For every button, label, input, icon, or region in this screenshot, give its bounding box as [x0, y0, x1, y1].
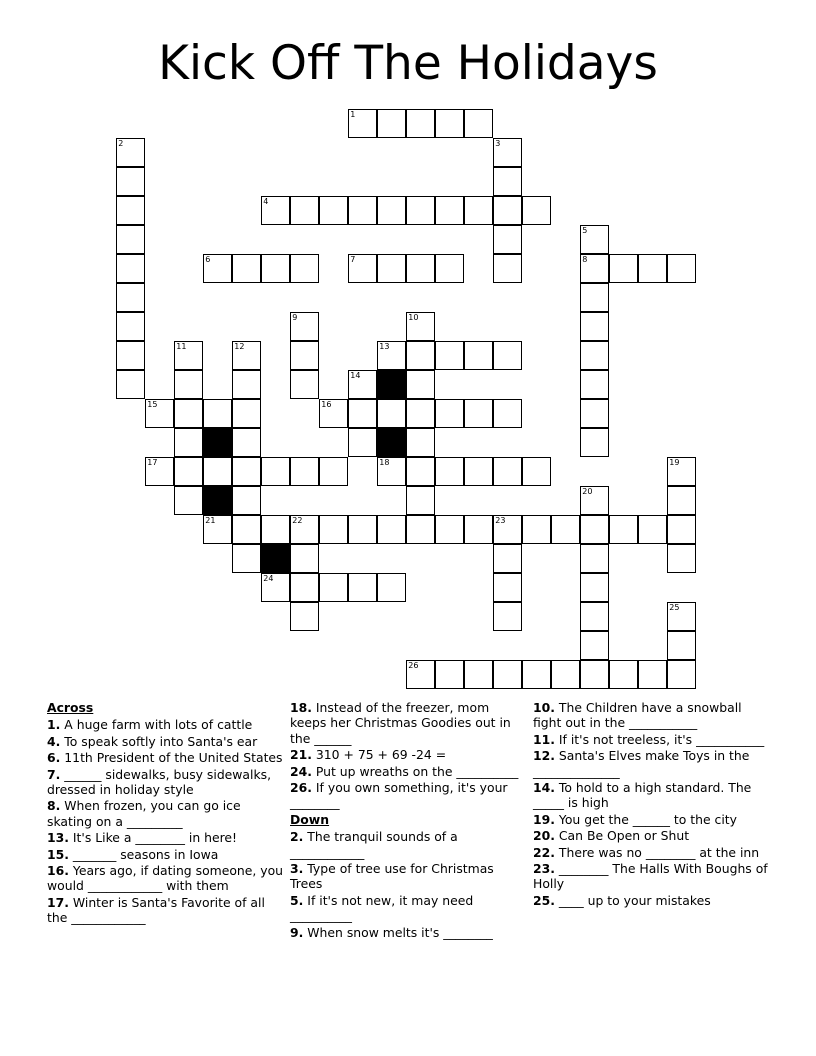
clue-number: 22	[292, 516, 303, 526]
grid-cell[interactable]	[580, 399, 609, 428]
grid-cell[interactable]	[406, 312, 435, 341]
grid-cell[interactable]	[174, 370, 203, 399]
clue-num: 24.	[290, 763, 312, 779]
grid-cell[interactable]	[116, 138, 145, 167]
grid-cell[interactable]	[493, 544, 522, 573]
grid-cell[interactable]	[261, 457, 290, 486]
down-heading: Down	[290, 811, 330, 827]
clue-text: Santa's Elves make Toys in the ______________	[533, 748, 750, 779]
grid-cell[interactable]	[435, 515, 464, 544]
down-clue	[290, 925, 528, 940]
clue-number: 24	[263, 574, 274, 584]
clue-num: 6.	[47, 750, 61, 766]
grid-cell[interactable]	[377, 196, 406, 225]
grid-cell[interactable]	[580, 312, 609, 341]
across-clue	[47, 717, 285, 732]
grid-cell[interactable]	[174, 428, 203, 457]
down-clue	[533, 700, 771, 731]
clue-number: 5	[582, 226, 588, 236]
grid-cell[interactable]	[232, 515, 261, 544]
grid-cell[interactable]	[580, 370, 609, 399]
down-clue	[533, 748, 771, 779]
across-heading: Across	[47, 700, 94, 715]
down-clue	[290, 829, 528, 860]
clue-num: 13.	[47, 830, 69, 846]
grid-cell[interactable]	[435, 457, 464, 486]
grid-cell[interactable]	[464, 196, 493, 225]
clue-num: 17.	[47, 894, 69, 910]
clue-text: Instead of the freezer, mom keeps her Christmas Goodies out in the ______	[290, 700, 511, 746]
across-clue	[290, 764, 528, 779]
black-square	[203, 428, 232, 457]
black-square	[377, 370, 406, 399]
grid-cell[interactable]	[406, 457, 435, 486]
clue-number: 16	[321, 400, 332, 410]
down-clue	[533, 828, 771, 843]
grid-cell[interactable]	[290, 370, 319, 399]
down-clue	[533, 732, 771, 747]
grid-cell[interactable]	[116, 341, 145, 370]
clue-text: The Children have a snowball fight out in the ___________	[533, 700, 742, 731]
grid-cell[interactable]	[116, 167, 145, 196]
grid-cell[interactable]	[203, 457, 232, 486]
grid-cell[interactable]	[406, 341, 435, 370]
clue-number: 6	[205, 255, 211, 265]
grid-cell[interactable]	[493, 341, 522, 370]
across-clue	[47, 863, 285, 894]
grid-cell[interactable]	[667, 544, 696, 573]
clue-number: 11	[176, 342, 187, 352]
grid-cell[interactable]	[406, 515, 435, 544]
clue-num: 3.	[290, 861, 304, 877]
grid-cell[interactable]	[580, 544, 609, 573]
clue-number: 8	[582, 255, 588, 265]
clue-num: 21.	[290, 747, 312, 763]
clue-num: 16.	[47, 863, 69, 879]
clue-number: 2	[118, 139, 124, 149]
down-clue	[533, 812, 771, 827]
grid-cell[interactable]	[667, 486, 696, 515]
grid-cell[interactable]	[377, 515, 406, 544]
grid-cell[interactable]	[232, 399, 261, 428]
grid-cell[interactable]	[319, 196, 348, 225]
grid-cell[interactable]	[261, 515, 290, 544]
clue-text: If it's not treeless, it's ___________	[558, 731, 765, 747]
clue-num: 26.	[290, 780, 312, 796]
grid-cell[interactable]	[551, 515, 580, 544]
grid-cell[interactable]	[493, 660, 522, 689]
across-clue	[290, 700, 528, 746]
grid-cell[interactable]	[522, 196, 551, 225]
grid-cell[interactable]	[667, 631, 696, 660]
clue-text: You get the ______ to the city	[558, 811, 737, 827]
grid-cell[interactable]	[348, 196, 377, 225]
grid-cell[interactable]	[232, 254, 261, 283]
grid-cell[interactable]	[406, 370, 435, 399]
grid-cell[interactable]	[464, 109, 493, 138]
grid-cell[interactable]	[348, 399, 377, 428]
grid-cell[interactable]	[580, 428, 609, 457]
grid-cell[interactable]	[348, 515, 377, 544]
clue-number: 9	[292, 313, 298, 323]
clue-text: 310 + 75 + 69 -24 =	[315, 747, 447, 763]
clue-text: It's Like a ________ in here!	[72, 830, 238, 846]
clue-text: To speak softly into Santa's ear	[64, 733, 258, 749]
grid-cell[interactable]	[145, 457, 174, 486]
black-square	[261, 544, 290, 573]
grid-cell[interactable]	[551, 660, 580, 689]
clue-number: 13	[379, 342, 390, 352]
grid-cell[interactable]	[464, 399, 493, 428]
grid-cell[interactable]	[116, 370, 145, 399]
clue-num: 9.	[290, 924, 304, 940]
clue-num: 20.	[533, 828, 555, 844]
grid-cell[interactable]	[580, 254, 609, 283]
grid-cell[interactable]	[435, 660, 464, 689]
grid-cell[interactable]	[348, 254, 377, 283]
grid-cell[interactable]	[232, 341, 261, 370]
clue-num: 25.	[533, 892, 555, 908]
grid-cell[interactable]	[203, 254, 232, 283]
clue-num: 12.	[533, 748, 555, 764]
grid-cell[interactable]	[493, 254, 522, 283]
grid-cell[interactable]	[580, 573, 609, 602]
grid-cell[interactable]	[580, 515, 609, 544]
clue-number: 14	[350, 371, 361, 381]
grid-cell[interactable]	[377, 254, 406, 283]
clue-text: _______ seasons in Iowa	[72, 846, 219, 862]
across-clue	[47, 798, 285, 829]
grid-cell[interactable]	[116, 225, 145, 254]
clue-num: 5.	[290, 892, 304, 908]
clue-num: 7.	[47, 766, 61, 782]
grid-cell[interactable]	[493, 167, 522, 196]
clue-number: 18	[379, 458, 390, 468]
grid-cell[interactable]	[377, 573, 406, 602]
grid-cell[interactable]	[580, 660, 609, 689]
clues-column-2	[290, 700, 528, 941]
grid-cell[interactable]	[580, 631, 609, 660]
grid-cell[interactable]	[232, 370, 261, 399]
grid-cell[interactable]	[435, 341, 464, 370]
clue-number: 15	[147, 400, 158, 410]
grid-cell[interactable]	[261, 196, 290, 225]
clue-number: 10	[408, 313, 419, 323]
across-clue	[47, 734, 285, 749]
grid-cell[interactable]	[493, 399, 522, 428]
grid-cell[interactable]	[174, 341, 203, 370]
grid-cell[interactable]	[290, 602, 319, 631]
clue-number: 1	[350, 110, 356, 120]
down-clue	[290, 861, 528, 892]
down-clue	[533, 893, 771, 908]
grid-cell[interactable]	[116, 312, 145, 341]
grid-cell[interactable]	[667, 602, 696, 631]
grid-cell[interactable]	[406, 196, 435, 225]
across-clue	[47, 830, 285, 845]
grid-cell[interactable]	[116, 196, 145, 225]
down-clue	[290, 893, 528, 924]
grid-cell[interactable]	[406, 428, 435, 457]
clue-num: 10.	[533, 700, 555, 715]
grid-cell[interactable]	[377, 341, 406, 370]
grid-cell[interactable]	[522, 660, 551, 689]
grid-cell[interactable]	[348, 428, 377, 457]
across-clue	[47, 847, 285, 862]
across-clue	[47, 750, 285, 765]
grid-cell[interactable]	[493, 515, 522, 544]
clue-num: 22.	[533, 844, 555, 860]
down-clue	[533, 861, 771, 892]
grid-cell[interactable]	[406, 254, 435, 283]
across-clue	[47, 895, 285, 926]
clue-number: 12	[234, 342, 245, 352]
black-square	[203, 486, 232, 515]
grid-cell[interactable]	[435, 399, 464, 428]
grid-cell[interactable]	[232, 544, 261, 573]
clue-text: There was no ________ at the inn	[558, 844, 760, 860]
clue-num: 18.	[290, 700, 312, 715]
grid-cell[interactable]	[174, 457, 203, 486]
grid-cell[interactable]	[435, 196, 464, 225]
grid-cell[interactable]	[116, 283, 145, 312]
clues-column-1	[47, 700, 285, 927]
grid-cell[interactable]	[290, 573, 319, 602]
grid-cell[interactable]	[174, 399, 203, 428]
clue-text: Years ago, if dating someone, you would ____________ with them	[47, 863, 284, 894]
grid-cell[interactable]	[667, 254, 696, 283]
grid-cell[interactable]	[638, 515, 667, 544]
clue-num: 11.	[533, 731, 555, 747]
clue-text: If it's not new, it may need __________	[290, 892, 474, 924]
clue-number: 23	[495, 516, 506, 526]
grid-cell[interactable]	[435, 254, 464, 283]
grid-cell[interactable]	[464, 515, 493, 544]
clue-num: 2.	[290, 829, 304, 845]
grid-cell[interactable]	[580, 602, 609, 631]
clue-num: 14.	[533, 780, 555, 796]
grid-cell[interactable]	[319, 573, 348, 602]
clue-num: 19.	[533, 811, 555, 827]
grid-cell[interactable]	[406, 486, 435, 515]
clue-text: If you own something, it's your ________	[290, 780, 508, 811]
clue-num: 4.	[47, 733, 61, 749]
grid-cell[interactable]	[493, 196, 522, 225]
clue-text: To hold to a high standard. The _____ is high	[533, 780, 752, 811]
clue-text: Type of tree use for Christmas Trees	[290, 861, 494, 892]
grid-cell[interactable]	[638, 660, 667, 689]
across-clue	[290, 780, 528, 811]
grid-cell[interactable]	[406, 660, 435, 689]
grid-cell[interactable]	[667, 660, 696, 689]
grid-cell[interactable]	[667, 515, 696, 544]
grid-cell[interactable]	[377, 399, 406, 428]
grid-cell[interactable]	[493, 573, 522, 602]
grid-cell[interactable]	[580, 486, 609, 515]
clue-number: 21	[205, 516, 216, 526]
clue-number: 7	[350, 255, 356, 265]
grid-cell[interactable]	[493, 138, 522, 167]
clue-text: ______ sidewalks, busy sidewalks, dressed in holiday style	[47, 766, 272, 798]
grid-cell[interactable]	[580, 341, 609, 370]
grid-cell[interactable]	[290, 196, 319, 225]
puzzle-title: Kick Off The Holidays	[158, 36, 658, 91]
clue-text: When frozen, you can go ice skating on a _________	[47, 798, 241, 829]
grid-cell[interactable]	[609, 515, 638, 544]
grid-cell[interactable]	[232, 428, 261, 457]
grid-cell[interactable]	[522, 515, 551, 544]
clues-column-3	[533, 700, 771, 909]
grid-cell[interactable]	[522, 457, 551, 486]
clue-text: 11th President of the United States	[64, 750, 283, 766]
grid-cell[interactable]	[493, 457, 522, 486]
grid-cell[interactable]	[464, 457, 493, 486]
grid-cell[interactable]	[319, 399, 348, 428]
grid-cell[interactable]	[116, 254, 145, 283]
clue-number: 3	[495, 139, 501, 149]
down-clue	[533, 780, 771, 811]
grid-cell[interactable]	[145, 399, 174, 428]
grid-cell[interactable]	[377, 109, 406, 138]
clue-num: 15.	[47, 846, 69, 862]
grid-cell[interactable]	[261, 254, 290, 283]
black-square	[377, 428, 406, 457]
clue-number: 25	[669, 603, 680, 613]
clue-text: When snow melts it's ________	[307, 924, 493, 940]
grid-cell[interactable]	[493, 225, 522, 254]
grid-cell[interactable]	[638, 254, 667, 283]
clue-number: 26	[408, 661, 419, 671]
clue-text: A huge farm with lots of cattle	[64, 717, 253, 733]
grid-cell[interactable]	[174, 486, 203, 515]
clue-text: The tranquil sounds of a ____________	[290, 829, 458, 860]
grid-cell[interactable]	[377, 457, 406, 486]
clue-number: 19	[669, 458, 680, 468]
grid-cell[interactable]	[290, 515, 319, 544]
clue-text: Put up wreaths on the __________	[315, 763, 519, 779]
clue-number: 20	[582, 487, 593, 497]
grid-cell[interactable]	[348, 370, 377, 399]
grid-cell[interactable]	[464, 660, 493, 689]
across-clue	[47, 767, 285, 798]
clue-number: 17	[147, 458, 158, 468]
grid-cell[interactable]	[290, 457, 319, 486]
grid-cell[interactable]	[435, 109, 464, 138]
grid-cell[interactable]	[319, 515, 348, 544]
clue-number: 4	[263, 197, 269, 207]
clue-num: 23.	[533, 861, 555, 877]
clue-text: Winter is Santa's Favorite of all the ____________	[47, 894, 265, 926]
grid-cell[interactable]	[203, 515, 232, 544]
grid-cell[interactable]	[464, 341, 493, 370]
grid-cell[interactable]	[348, 573, 377, 602]
grid-cell[interactable]	[319, 457, 348, 486]
grid-cell[interactable]	[609, 660, 638, 689]
grid-cell[interactable]	[580, 283, 609, 312]
clue-text: ________ The Halls With Boughs of Holly	[533, 861, 768, 892]
grid-cell[interactable]	[232, 457, 261, 486]
grid-cell[interactable]	[493, 602, 522, 631]
clue-text: ____ up to your mistakes	[558, 892, 711, 908]
grid-cell[interactable]	[290, 544, 319, 573]
clue-text: Can Be Open or Shut	[558, 828, 690, 844]
grid-cell[interactable]	[290, 254, 319, 283]
grid-cell[interactable]	[203, 399, 232, 428]
grid-cell[interactable]	[348, 109, 377, 138]
clue-num: 8.	[47, 798, 61, 814]
grid-cell[interactable]	[580, 225, 609, 254]
grid-cell[interactable]	[261, 573, 290, 602]
across-clue	[290, 747, 528, 762]
down-clue	[533, 845, 771, 860]
clue-num: 1.	[47, 717, 61, 733]
grid-cell[interactable]	[406, 399, 435, 428]
grid-cell[interactable]	[232, 486, 261, 515]
grid-cell[interactable]	[667, 457, 696, 486]
grid-cell[interactable]	[406, 109, 435, 138]
grid-cell[interactable]	[609, 254, 638, 283]
grid-cell[interactable]	[290, 341, 319, 370]
grid-cell[interactable]	[290, 312, 319, 341]
